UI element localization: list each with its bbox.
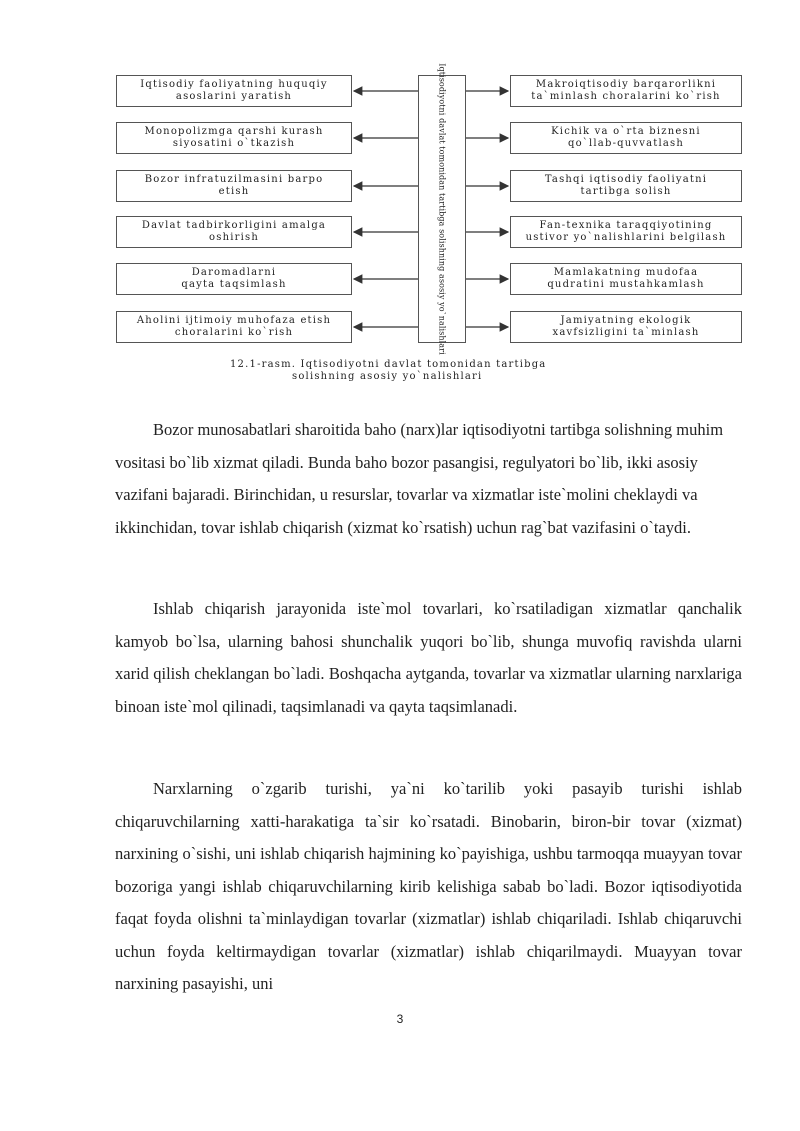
left-box-text — [145, 126, 324, 150]
right-box-5 — [510, 263, 742, 295]
page-number: 3 — [396, 1012, 404, 1026]
right-box-text — [545, 174, 707, 198]
right-box-line-1: Jamiyatning ekologik — [560, 315, 692, 326]
right-box-line-2: tartibga solish — [580, 186, 672, 197]
right-box-line-2: qo`llab-quvvatlash — [567, 138, 684, 149]
right-box-line-1: Mamlakatning mudofaa — [553, 267, 699, 278]
right-box-text — [531, 79, 720, 103]
left-box-text — [181, 267, 286, 291]
paragraph-2: Ishlab chiqarish jarayonida iste`mol tovarlari, ko`rsatiladigan xizmatlar qanchalik kamyob bo`lsa, ularning bahosi shunchalik yuqori bo`lib, shunga muvofiq ravishda ularni xarid qilish cheklangan bo`ladi. Boshqacha aytganda, tovarlar va xizmatlar ularning narxlariga binoan iste`mol qilinadi, taqsimlanadi va qayta taqsimlanadi. — [115, 599, 742, 716]
left-box-text — [140, 79, 328, 103]
left-box-text — [145, 174, 324, 198]
right-box-line-2: ustivor yo`nalishlarini belgilash — [525, 232, 727, 243]
right-box-text — [553, 315, 700, 339]
left-box-5 — [116, 263, 352, 295]
left-box-4 — [116, 216, 352, 248]
left-box-text — [137, 315, 331, 339]
left-box-line-2: choralarini ko`rish — [174, 327, 294, 338]
left-box-line-2: qayta taqsimlash — [181, 279, 287, 290]
right-box-text — [551, 126, 701, 150]
right-box-line-1: Kichik va o`rta biznesni — [551, 126, 701, 137]
right-box-text — [547, 267, 704, 291]
left-box-line-1: Monopolizmga qarshi kurash — [144, 126, 324, 137]
left-box-1 — [116, 75, 352, 107]
right-box-line-1: Makroiqtisodiy barqarorlikni — [535, 79, 717, 90]
right-box-6 — [510, 311, 742, 343]
left-box-line-2: siyosatini o`tkazish — [172, 138, 296, 149]
right-box-line-2: xavfsizligini ta`minlash — [552, 327, 700, 338]
right-box-line-1: Fan-texnika taraqqiyotining — [539, 220, 713, 231]
left-box-line-1: Daromadlarni — [191, 267, 277, 278]
left-box-3 — [116, 170, 352, 202]
left-box-6 — [116, 311, 352, 343]
right-box-2 — [510, 122, 742, 154]
left-box-line-1: Iqtisodiy faoliyatning huquqiy — [140, 79, 328, 90]
left-box-line-1: Aholini ijtimoiy muhofaza etish — [136, 315, 332, 326]
right-box-1 — [510, 75, 742, 107]
figure-caption — [230, 359, 650, 383]
left-box-line-2: etish — [218, 186, 250, 197]
regulation-diagram — [0, 0, 800, 390]
paragraph-3: Narxlarning o`zgarib turishi, ya`ni ko`tarilib yoki pasayib turishi ishlab chiqaruvchilarning xatti-harakatiga ta`sir ko`rsatadi. Binobarin, biron-bir tovar (xizmat) narxining o`sishi, uni ishlab chiqarish hajmining ko`payishiga, ushbu tarmoqqa muayyan tovar bozoriga yangi ishlab chiqaruvchilarning kirib kelishiga sabab bo`ladi. Bozor iqtisodiyotida faqat foyda olishni ta`minlaydigan tovarlar (xizmatlar) ishlab chiqariladi. Ishlab chiqaruvchi uchun foyda keltirmaydigan tovarlar (xizmatlar) ishlab chiqarilmaydi. Muayyan tovar narxining pasayishi, uni — [115, 779, 742, 993]
center-label: Iqtisodiyotni davlat tomonidan tartibga solishning asosiy yo`nalishlari — [437, 63, 447, 355]
left-box-line-1: Davlat tadbirkorligini amalga — [141, 220, 327, 231]
left-box-text — [142, 220, 326, 244]
left-box-line-1: Bozor infratuzilmasini barpo — [144, 174, 324, 185]
paragraph-1: Bozor munosabatlari sharoitida baho (narx)lar iqtisodiyotni tartibga solishning muhim vositasi bo`lib xizmat qiladi. Bunda baho bozor pasangisi, regulyatori bo`lib, ikki asosiy vazifani bajaradi. Birinchidan, u resurslar, tovarlar va xizmatlar iste`molini cheklaydi va ikkinchidan, tovar ishlab chiqarish (xizmat ko`rsatish) uchun rag`bat vazifasini o`taydi. — [115, 420, 724, 537]
right-box-line-1: Tashqi iqtisodiy faoliyatni — [544, 174, 708, 185]
right-box-line-2: qudratini mustahkamlash — [547, 279, 705, 290]
left-box-line-2: asoslarini yaratish — [175, 91, 293, 102]
right-box-line-2: ta`minlash choralarini ko`rish — [531, 91, 721, 102]
caption-line-1: 12.1-rasm. Iqtisodiyotni davlat tomonidan tartibga — [230, 359, 547, 370]
right-box-text — [526, 220, 727, 244]
right-box-4 — [510, 216, 742, 248]
caption-line-2: solishning asosiy yo`nalishlari — [292, 371, 483, 382]
left-box-2 — [116, 122, 352, 154]
right-box-3 — [510, 170, 742, 202]
left-box-line-2: oshirish — [209, 232, 259, 243]
center-box — [418, 63, 466, 355]
